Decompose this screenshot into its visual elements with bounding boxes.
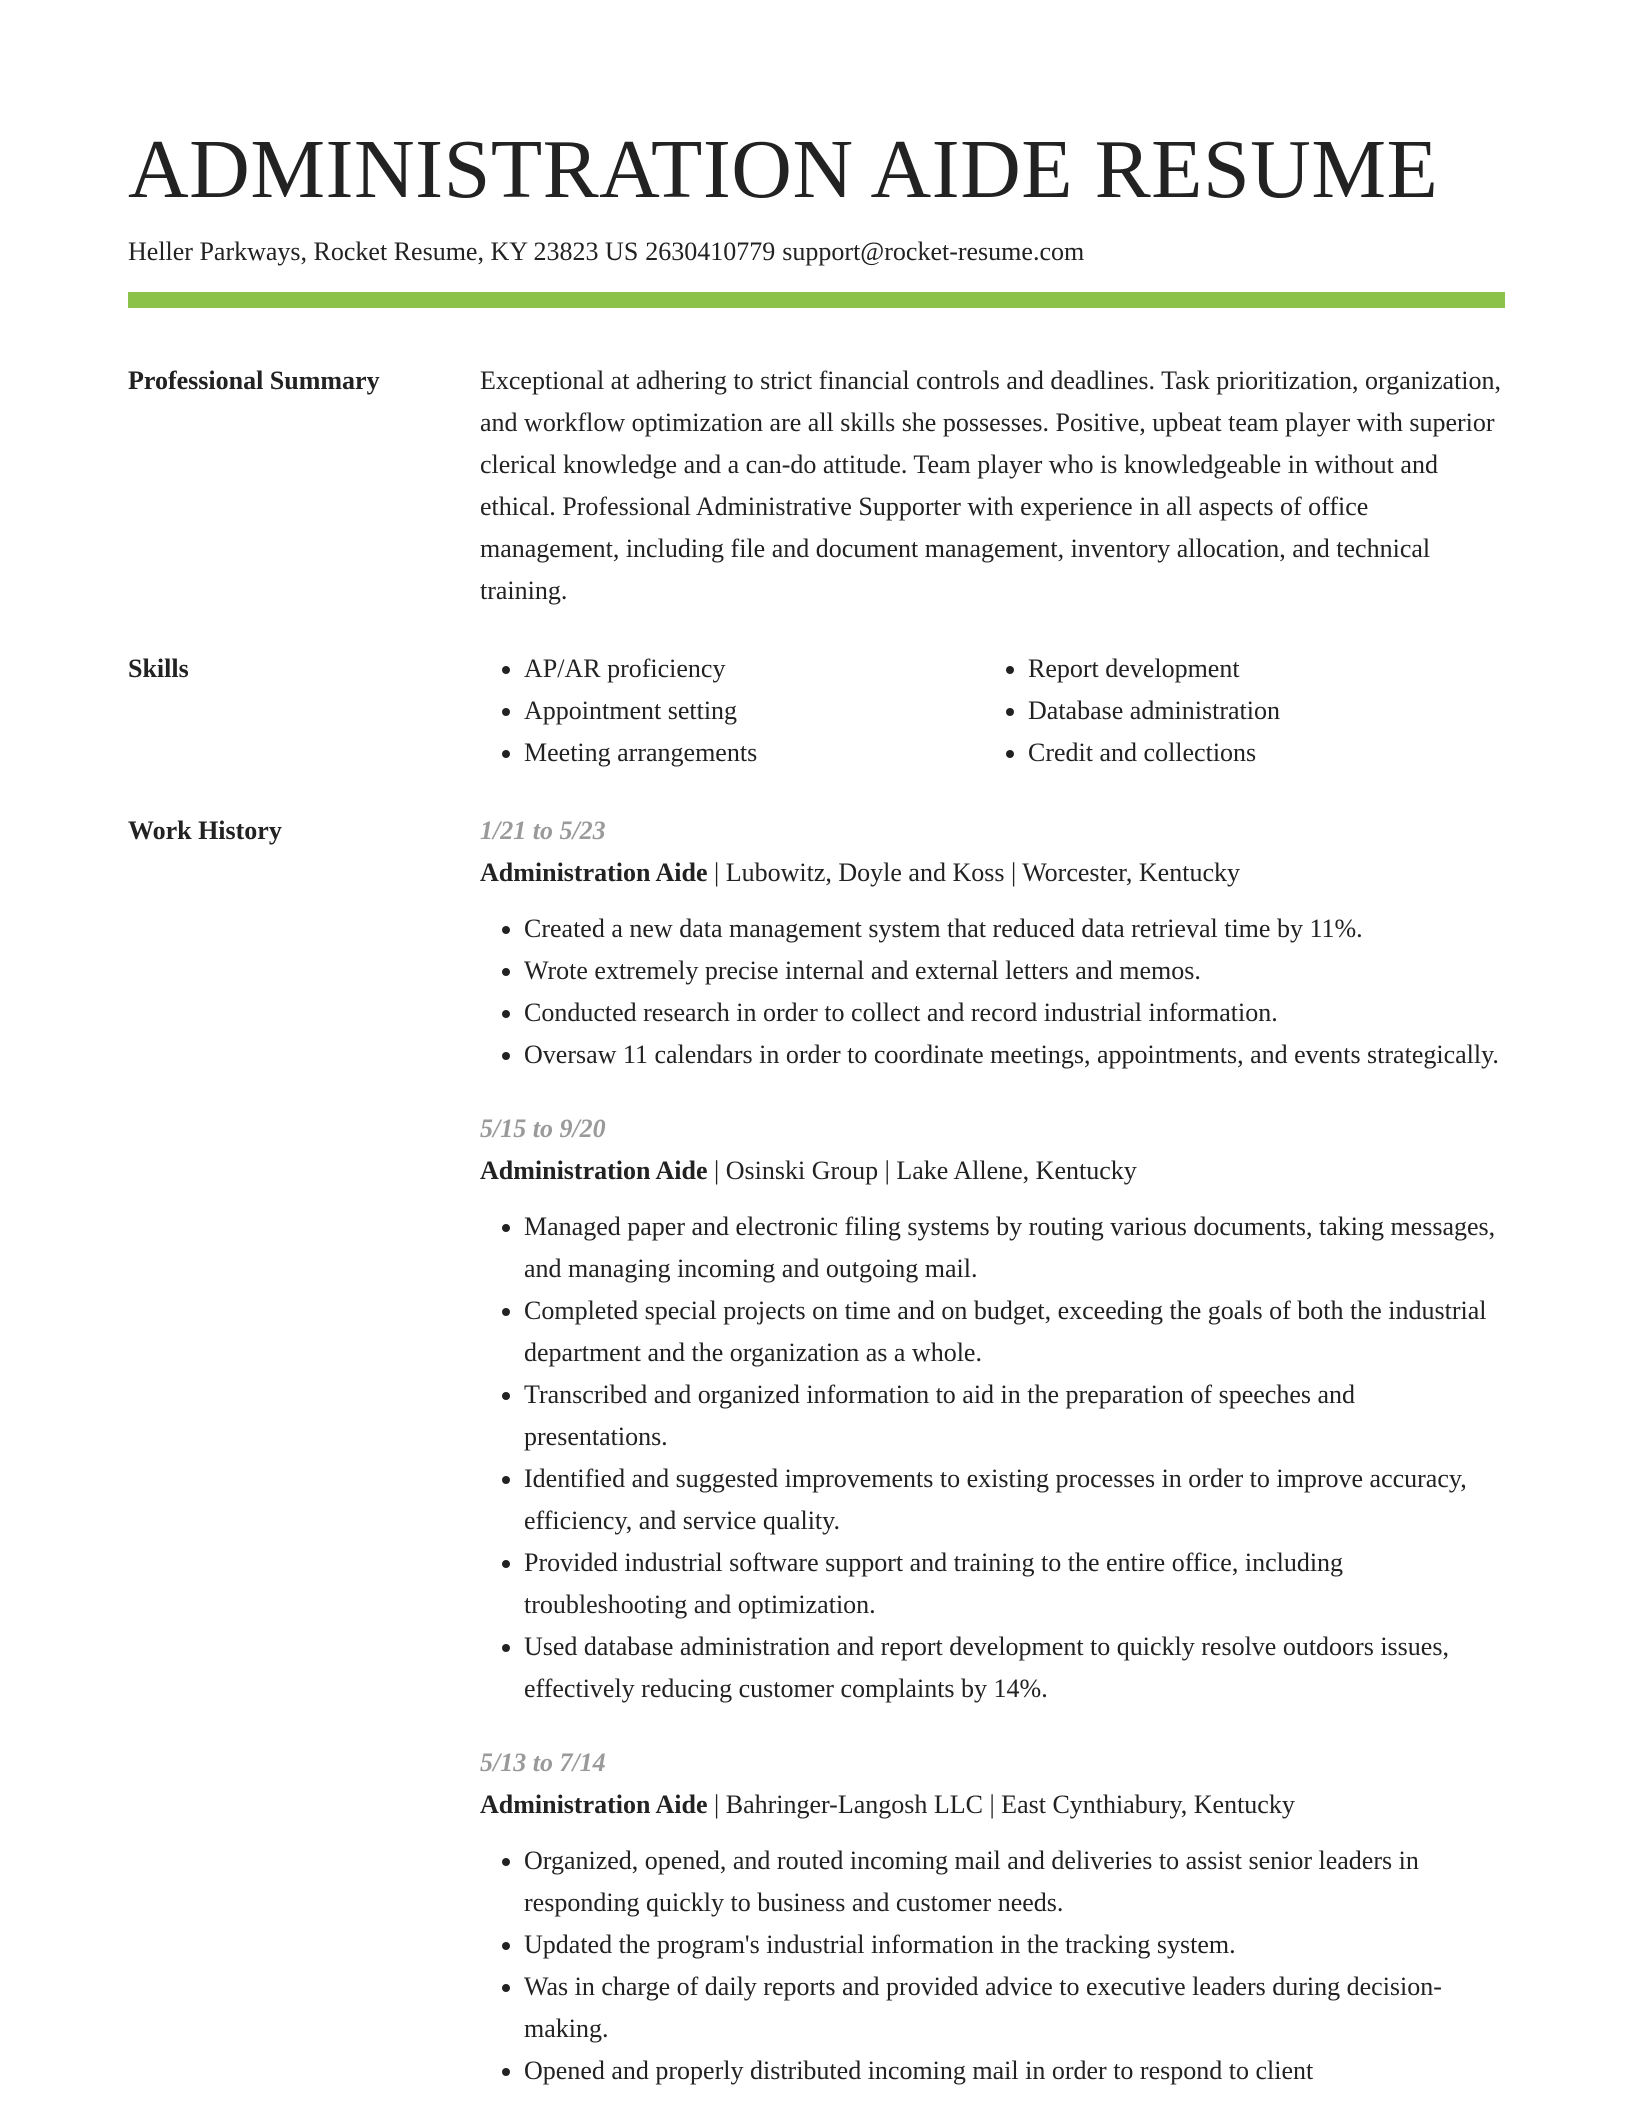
job-bullet: • Wrote extremely precise internal and external letters and memos. bbox=[524, 950, 1505, 992]
job-dates: 5/15 to 9/20 bbox=[480, 1114, 606, 1143]
skill-item: • AP/AR proficiency bbox=[524, 648, 984, 690]
job-bullets bbox=[480, 1840, 1505, 2092]
job-bullet: • Transcribed and organized information to aid in the preparation of speeches and presentations. bbox=[524, 1374, 1505, 1458]
job-entry bbox=[480, 1108, 1505, 1710]
job-dates: 5/13 to 7/14 bbox=[480, 1748, 606, 1777]
skill-item: • Appointment setting bbox=[524, 690, 984, 732]
job-entry bbox=[480, 810, 1505, 1076]
section-label-work-history: Work History bbox=[128, 816, 282, 845]
resume-page bbox=[128, 118, 1505, 2092]
job-bullet: • Created a new data management system that reduced data retrieval time by 11%. bbox=[524, 908, 1505, 950]
skills-section bbox=[128, 648, 1505, 774]
job-bullet: • Provided industrial software support and training to the entire office, including troubleshooting and optimization. bbox=[524, 1542, 1505, 1626]
skill-item: • Meeting arrangements bbox=[524, 732, 984, 774]
job-bullet: • Opened and properly distributed incoming mail in order to respond to client bbox=[524, 2050, 1505, 2092]
contact-email: support@rocket-resume.com bbox=[782, 237, 1085, 266]
job-details: | Osinski Group | Lake Allene, Kentucky bbox=[707, 1156, 1137, 1185]
job-title: Administration Aide bbox=[480, 858, 708, 887]
job-bullet: • Managed paper and electronic filing systems by routing various documents, taking messages, and managing incoming and outgoing mail. bbox=[524, 1206, 1505, 1290]
skill-item: • Database administration bbox=[1028, 690, 1488, 732]
job-bullet: • Conducted research in order to collect and record industrial information. bbox=[524, 992, 1505, 1034]
summary-text: Exceptional at adhering to strict financial controls and deadlines. Task prioritization, organization, and workflow optimization are all skills she possesses. Positive, upbeat team player with superior clerical knowledge and a can-do attitude. Team player who is knowledgeable in without and ethical. Professional Administrative Supporter with experience in all aspects of office management, including file and document management, inventory allocation, and technical training. bbox=[480, 366, 1502, 605]
resume-title: ADMINISTRATION AIDE RESUME bbox=[128, 123, 1439, 216]
job-dates: 1/21 to 5/23 bbox=[480, 816, 606, 845]
header-divider bbox=[128, 292, 1505, 308]
job-heading bbox=[480, 852, 1505, 894]
contact-phone: 2630410779 bbox=[645, 237, 776, 266]
section-label-summary: Professional Summary bbox=[128, 366, 380, 395]
job-heading bbox=[480, 1150, 1505, 1192]
job-heading bbox=[480, 1784, 1505, 1826]
job-title: Administration Aide bbox=[480, 1156, 708, 1185]
job-bullet: • Identified and suggested improvements to existing processes in order to improve accuracy, efficiency, and service quality. bbox=[524, 1458, 1505, 1542]
job-bullets bbox=[480, 1206, 1505, 1710]
work-history-section bbox=[128, 810, 1505, 2092]
job-bullet: • Was in charge of daily reports and provided advice to executive leaders during decision-making. bbox=[524, 1966, 1505, 2050]
skill-item: • Credit and collections bbox=[1028, 732, 1488, 774]
job-bullets bbox=[480, 908, 1505, 1076]
job-entry bbox=[480, 1742, 1505, 2092]
job-bullet: • Used database administration and report development to quickly resolve outdoors issues, effectively reducing customer complaints by 14%. bbox=[524, 1626, 1505, 1710]
job-details: | Bahringer-Langosh LLC | East Cynthiabury, Kentucky bbox=[707, 1790, 1295, 1819]
section-label-skills: Skills bbox=[128, 654, 189, 683]
skill-item: • Report development bbox=[1028, 648, 1488, 690]
job-bullet: • Oversaw 11 calendars in order to coordinate meetings, appointments, and events strategically. bbox=[524, 1034, 1505, 1076]
skills-list-right bbox=[984, 648, 1488, 774]
job-title: Administration Aide bbox=[480, 1790, 708, 1819]
contact-address: Heller Parkways, Rocket Resume, KY 23823 US bbox=[128, 237, 639, 266]
job-bullet: • Organized, opened, and routed incoming mail and deliveries to assist senior leaders in responding quickly to business and customer needs. bbox=[524, 1840, 1505, 1924]
professional-summary-section bbox=[128, 360, 1505, 612]
job-bullet: • Updated the program's industrial information in the tracking system. bbox=[524, 1924, 1505, 1966]
contact-line bbox=[128, 234, 1505, 270]
job-details: | Lubowitz, Doyle and Koss | Worcester, Kentucky bbox=[707, 858, 1240, 887]
job-bullet: • Completed special projects on time and on budget, exceeding the goals of both the industrial department and the organization as a whole. bbox=[524, 1290, 1505, 1374]
skills-list-left bbox=[480, 648, 984, 774]
